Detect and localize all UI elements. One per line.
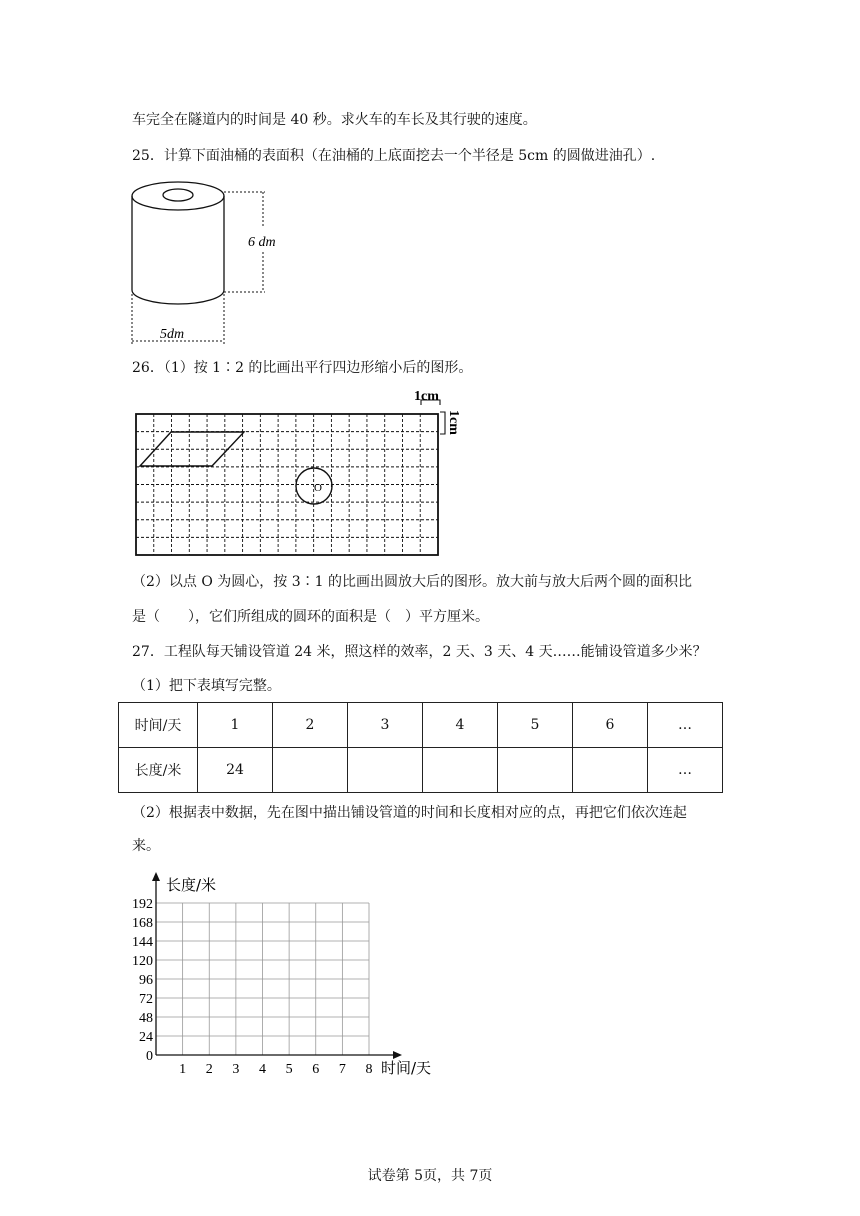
- oil-barrel-figure: [128, 176, 303, 346]
- q27-text: 27．工程队每天铺设管道 24 米，照这样的效率，2 天、3 天、4 天……能铺设管道多少米？: [132, 644, 707, 660]
- x-tick-label: 7: [338, 1062, 346, 1077]
- q27-2b-text: 来。: [132, 838, 160, 854]
- table-cell: 24: [198, 748, 273, 793]
- x-tick-label: 3: [232, 1062, 240, 1077]
- y-tick-label: 0: [146, 1049, 153, 1064]
- y-axis-arrow: [152, 872, 160, 881]
- unit-label-vertical: 1cm: [446, 410, 461, 435]
- q26-1-text: 26．（1）按 1∶2 的比画出平行四边形缩小后的图形。: [132, 360, 473, 376]
- barrel-top-ellipse: [132, 182, 224, 210]
- table-cell: 4: [423, 703, 498, 748]
- table-cell: …: [648, 748, 723, 793]
- table-cell: 6: [573, 703, 648, 748]
- table-row: [119, 703, 723, 748]
- table-cell-blank[interactable]: [273, 748, 348, 793]
- q26-2b-text: 是（ ），它们所组成的圆环的面积是（ ）平方厘米。: [132, 609, 489, 625]
- table-cell: 5: [498, 703, 573, 748]
- table-row: [119, 748, 723, 793]
- x-tick-label: 5: [285, 1062, 293, 1077]
- table-cell-blank[interactable]: [498, 748, 573, 793]
- y-tick-label: 72: [139, 992, 153, 1007]
- x-axis-arrow: [393, 1051, 402, 1059]
- q24-tail-text: 车完全在隧道内的时间是 40 秒。求火车的车长及其行驶的速度。: [132, 112, 537, 128]
- q26-2a-text: （2）以点 O 为圆心，按 3∶1 的比画出圆放大后的图形。放大前与放大后两个圆的面积比: [132, 574, 692, 590]
- x-tick-label: 4: [259, 1062, 266, 1077]
- barrel-height-label: 6 dm: [248, 235, 276, 250]
- q27-1-text: （1）把下表填写完整。: [132, 678, 281, 694]
- x-tick-label: 1: [179, 1062, 187, 1077]
- time-length-table: [118, 702, 723, 793]
- y-axis-label: 长度/米: [166, 876, 217, 894]
- q25-text: 25．计算下面油桶的表面积（在油桶的上底面挖去一个半径是 5cm 的圆做进油孔）.: [132, 148, 656, 164]
- y-tick-label: 96: [139, 973, 153, 988]
- unit-label-horizontal: 1cm: [414, 389, 439, 404]
- barrel-bottom-arc: [132, 290, 224, 304]
- table-cell: 1: [198, 703, 273, 748]
- table-header-length: 长度/米: [119, 748, 198, 793]
- y-tick-label: 120: [132, 954, 153, 969]
- table-cell-blank[interactable]: [423, 748, 498, 793]
- y-tick-label: 144: [132, 935, 153, 950]
- table-cell: 2: [273, 703, 348, 748]
- circle-center-label: O: [314, 482, 322, 494]
- table-cell-blank[interactable]: [348, 748, 423, 793]
- x-tick-label: 2: [205, 1062, 213, 1077]
- q27-2a-text: （2）根据表中数据，先在图中描出铺设管道的时间和长度相对应的点，再把它们依次连起: [132, 805, 687, 821]
- parallelogram-grid-figure: [132, 388, 472, 560]
- x-tick-label: 8: [365, 1062, 373, 1077]
- x-axis-label: 时间/天: [381, 1059, 432, 1077]
- oil-hole-ellipse: [163, 189, 193, 201]
- table-cell: …: [648, 703, 723, 748]
- table-header-time: 时间/天: [119, 703, 198, 748]
- page-footer: 试卷第 5页，共 7页: [367, 1168, 493, 1184]
- x-tick-label: 6: [312, 1062, 320, 1077]
- table-cell: 3: [348, 703, 423, 748]
- y-tick-label: 48: [139, 1011, 153, 1026]
- y-tick-label: 192: [132, 897, 153, 912]
- table-cell-blank[interactable]: [573, 748, 648, 793]
- y-tick-label: 168: [132, 916, 153, 931]
- pipe-length-chart: [110, 866, 450, 1086]
- y-tick-label: 24: [139, 1030, 153, 1045]
- barrel-diameter-label: 5dm: [160, 327, 185, 342]
